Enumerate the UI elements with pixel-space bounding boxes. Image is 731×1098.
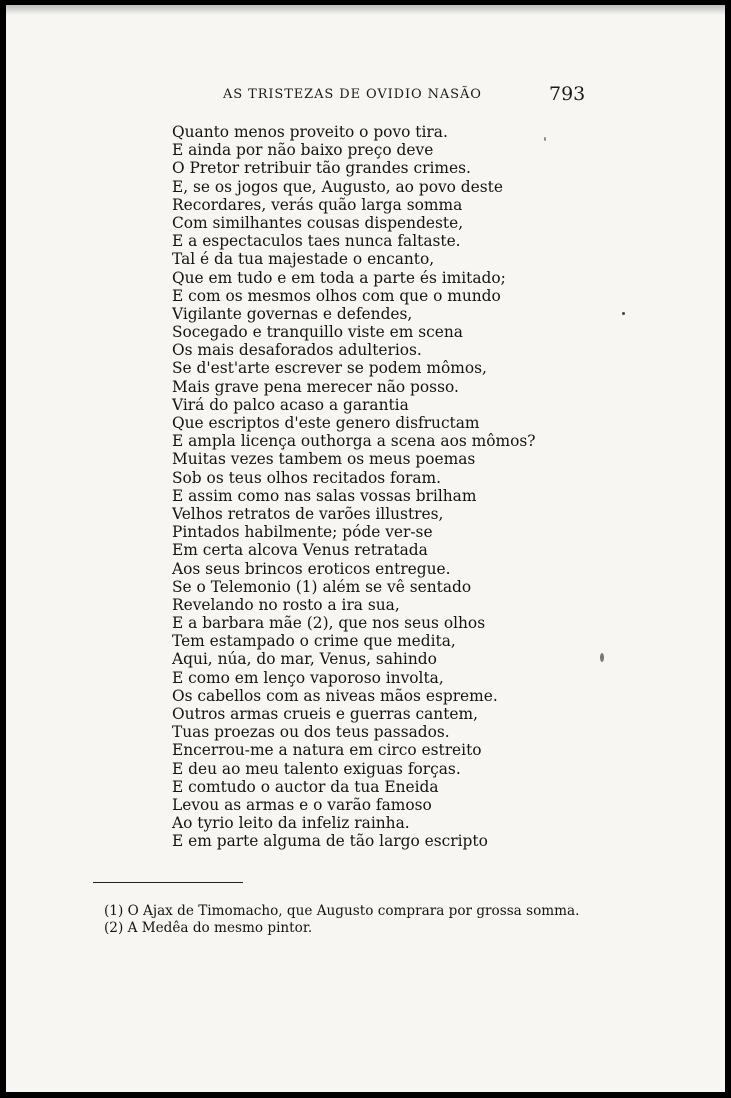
book-page <box>6 5 725 1092</box>
verse-line: Ao tyrio leito da infeliz rainha. <box>172 814 410 833</box>
page-number: 793 <box>549 83 586 105</box>
running-title: AS TRISTEZAS DE OVIDIO NASÃO <box>223 87 482 102</box>
verse-line: Com similhantes cousas dispendeste, <box>172 213 464 232</box>
footnote: (2) A Medêa do mesmo pintor. <box>104 920 313 936</box>
ink-speck <box>600 653 604 662</box>
verse-line: Muitas vezes tambem os meus poemas <box>172 450 476 469</box>
verse-line: E ainda por não baixo preço deve <box>172 141 434 160</box>
verse-line: Vigilante governas e defendes, <box>172 304 413 323</box>
verse-line: Em certa alcova Venus retratada <box>172 541 428 560</box>
verse-line: Os cabellos com as niveas mãos espreme. <box>172 686 498 705</box>
verse-line: Virá do palco acaso a garantia <box>172 395 409 414</box>
page-header <box>6 85 725 109</box>
verse-line: Levou as armas e o varão famoso <box>172 795 432 814</box>
verse-line: Mais grave pena merecer não posso. <box>172 377 459 396</box>
verse-line: O Pretor retribuir tão grandes crimes. <box>172 159 471 178</box>
poem-verses <box>172 123 536 851</box>
verse-line: Velhos retratos de varões illustres, <box>172 504 444 523</box>
verse-line: E com os mesmos olhos com que o mundo <box>172 286 501 305</box>
verse-line: E em parte alguma de tão largo escripto <box>172 832 488 851</box>
verse-line: Se d'est'arte escrever se podem mômos, <box>172 359 487 378</box>
verse-line: Se o Telemonio (1) além se vê sentado <box>172 577 472 596</box>
verse-line: E, se os jogos que, Augusto, ao povo deste <box>172 177 503 196</box>
verse-line: Encerrou-me a natura em circo estreito <box>172 741 482 760</box>
ink-speck <box>544 137 546 141</box>
verse-line: E assim como nas salas vossas brilham <box>172 486 477 505</box>
footnote: (1) O Ajax de Timomacho, que Augusto comprara por grossa somma. <box>104 903 580 919</box>
verse-line: Socegado e tranquillo viste em scena <box>172 323 463 342</box>
verse-line: Tal é da tua majestade o encanto, <box>172 250 435 269</box>
verse-line: Recordares, verás quão larga somma <box>172 195 463 214</box>
verse-line: E a espectaculos taes nunca faltaste. <box>172 232 461 251</box>
verse-line: Aos seus brincos eroticos entregue. <box>172 559 451 578</box>
verse-line: Outros armas crueis e guerras cantem, <box>172 705 478 723</box>
verse-line: E deu ao meu talento exiguas forças. <box>172 759 461 778</box>
verse-line: E a barbara mãe (2), que nos seus olhos <box>172 614 486 633</box>
verse-line: E ampla licença outhorga a scena aos mômos? <box>172 432 536 451</box>
scan-edge-shadow <box>6 5 725 15</box>
verse-line: Pintados habilmente; póde ver-se <box>172 523 433 542</box>
verse-line: Tuas proezas ou dos teus passados. <box>172 723 450 742</box>
verse-line: Sob os teus olhos recitados foram. <box>172 468 442 487</box>
footnote-divider <box>93 882 243 883</box>
verse-line: Tem estampado o crime que medita, <box>172 632 456 651</box>
verse-line: Quanto menos proveito o povo tira. <box>172 123 448 141</box>
verse-line: E como em lenço vaporoso involta, <box>172 668 444 687</box>
verse-line: Aqui, núa, do mar, Venus, sahindo <box>172 650 437 669</box>
verse-line: E comtudo o auctor da tua Eneida <box>172 777 439 796</box>
verse-line: Que em tudo e em toda a parte és imitado; <box>172 268 506 287</box>
footnotes <box>104 903 579 937</box>
verse-line: Os mais desaforados adulterios. <box>172 341 422 360</box>
verse-line: Revelando no rosto a ira sua, <box>172 595 400 614</box>
ink-speck <box>622 312 625 315</box>
verse-line: Que escriptos d'este genero disfructam <box>172 414 480 432</box>
